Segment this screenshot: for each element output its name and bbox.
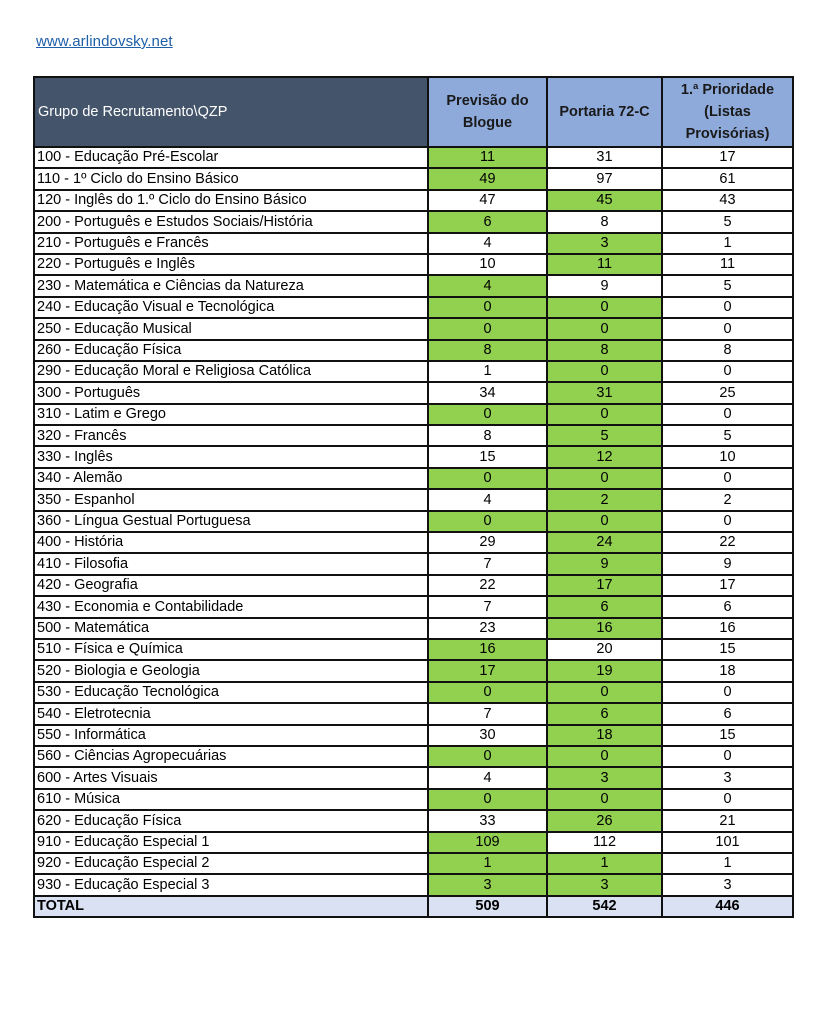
table-row [34,832,793,853]
value-prioridade: 0 [662,361,793,382]
value-portaria: 0 [547,746,662,767]
value-previsao: 0 [428,404,547,425]
value-previsao: 4 [428,275,547,296]
value-prioridade: 17 [662,147,793,168]
group-name: 200 - Português e Estudos Sociais/História [34,211,428,232]
value-prioridade: 0 [662,297,793,318]
value-portaria: 18 [547,725,662,746]
value-previsao: 7 [428,703,547,724]
value-prioridade: 5 [662,211,793,232]
value-portaria: 9 [547,275,662,296]
value-previsao: 4 [428,489,547,510]
group-name: 400 - História [34,532,428,553]
total-label: TOTAL [34,896,428,917]
value-prioridade: 0 [662,746,793,767]
value-previsao: 15 [428,446,547,467]
value-previsao: 0 [428,746,547,767]
group-name: 530 - Educação Tecnológica [34,682,428,703]
value-prioridade: 10 [662,446,793,467]
value-prioridade: 6 [662,703,793,724]
value-previsao: 49 [428,168,547,189]
value-prioridade: 0 [662,404,793,425]
value-portaria: 112 [547,832,662,853]
value-prioridade: 16 [662,618,793,639]
value-prioridade: 15 [662,639,793,660]
group-name: 520 - Biologia e Geologia [34,660,428,681]
value-portaria: 3 [547,233,662,254]
value-portaria: 26 [547,810,662,831]
value-portaria: 0 [547,297,662,318]
value-previsao: 0 [428,789,547,810]
value-previsao: 22 [428,575,547,596]
group-name: 610 - Música [34,789,428,810]
value-previsao: 0 [428,682,547,703]
value-portaria: 8 [547,211,662,232]
value-portaria: 0 [547,789,662,810]
header-prioridade: 1.ª Prioridade (Listas Provisórias) [662,77,793,147]
group-name: 100 - Educação Pré-Escolar [34,147,428,168]
group-name: 910 - Educação Especial 1 [34,832,428,853]
value-previsao: 47 [428,190,547,211]
value-previsao: 4 [428,233,547,254]
value-previsao: 8 [428,425,547,446]
table-row [34,746,793,767]
header-portaria: Portaria 72-C [547,77,662,147]
table-row [34,361,793,382]
table-row [34,297,793,318]
table-row [34,874,793,895]
group-name: 410 - Filosofia [34,553,428,574]
table-row [34,639,793,660]
table-row [34,489,793,510]
value-previsao: 1 [428,361,547,382]
group-name: 930 - Educação Especial 3 [34,874,428,895]
group-name: 250 - Educação Musical [34,318,428,339]
site-link[interactable]: www.arlindovsky.net [36,33,173,50]
value-portaria: 31 [547,382,662,403]
value-previsao: 30 [428,725,547,746]
value-portaria: 17 [547,575,662,596]
value-portaria: 6 [547,703,662,724]
group-name: 510 - Física e Química [34,639,428,660]
value-prioridade: 61 [662,168,793,189]
value-portaria: 5 [547,425,662,446]
table-row [34,725,793,746]
value-prioridade: 0 [662,682,793,703]
value-previsao: 1 [428,853,547,874]
table-row [34,853,793,874]
group-name: 310 - Latim e Grego [34,404,428,425]
table-row [34,703,793,724]
value-previsao: 4 [428,767,547,788]
value-previsao: 0 [428,297,547,318]
table-row [34,233,793,254]
table-row [34,147,793,168]
value-prioridade: 0 [662,789,793,810]
value-portaria: 8 [547,340,662,361]
value-previsao: 6 [428,211,547,232]
group-name: 320 - Francês [34,425,428,446]
table-row [34,254,793,275]
value-previsao: 11 [428,147,547,168]
value-prioridade: 0 [662,511,793,532]
table-row [34,404,793,425]
table-row [34,682,793,703]
value-portaria: 45 [547,190,662,211]
value-prioridade: 18 [662,660,793,681]
group-name: 240 - Educação Visual e Tecnológica [34,297,428,318]
value-prioridade: 6 [662,596,793,617]
value-prioridade: 0 [662,318,793,339]
value-portaria: 19 [547,660,662,681]
table-row [34,810,793,831]
table-row [34,168,793,189]
value-prioridade: 9 [662,553,793,574]
recruitment-table [33,76,794,918]
value-portaria: 9 [547,553,662,574]
value-portaria: 97 [547,168,662,189]
group-name: 600 - Artes Visuais [34,767,428,788]
value-prioridade: 21 [662,810,793,831]
value-prioridade: 22 [662,532,793,553]
value-portaria: 3 [547,767,662,788]
table-row [34,618,793,639]
value-previsao: 10 [428,254,547,275]
value-prioridade: 25 [662,382,793,403]
group-name: 110 - 1º Ciclo do Ensino Básico [34,168,428,189]
total-value-portaria: 542 [547,896,662,917]
value-portaria: 0 [547,318,662,339]
total-value-prioridade: 446 [662,896,793,917]
value-portaria: 1 [547,853,662,874]
value-prioridade: 1 [662,853,793,874]
group-name: 210 - Português e Francês [34,233,428,254]
value-previsao: 0 [428,318,547,339]
table-row [34,340,793,361]
value-portaria: 0 [547,404,662,425]
group-name: 550 - Informática [34,725,428,746]
total-row [34,896,793,917]
table-row [34,575,793,596]
value-portaria: 3 [547,874,662,895]
group-name: 500 - Matemática [34,618,428,639]
value-previsao: 8 [428,340,547,361]
value-portaria: 16 [547,618,662,639]
value-portaria: 20 [547,639,662,660]
value-previsao: 7 [428,596,547,617]
value-prioridade: 3 [662,874,793,895]
value-prioridade: 5 [662,425,793,446]
value-previsao: 3 [428,874,547,895]
value-portaria: 11 [547,254,662,275]
value-prioridade: 17 [662,575,793,596]
value-previsao: 29 [428,532,547,553]
value-prioridade: 8 [662,340,793,361]
value-portaria: 2 [547,489,662,510]
group-name: 220 - Português e Inglês [34,254,428,275]
value-previsao: 34 [428,382,547,403]
group-name: 120 - Inglês do 1.º Ciclo do Ensino Básico [34,190,428,211]
group-name: 620 - Educação Física [34,810,428,831]
value-portaria: 0 [547,361,662,382]
value-previsao: 109 [428,832,547,853]
value-previsao: 17 [428,660,547,681]
table-row [34,511,793,532]
table-row [34,318,793,339]
group-name: 330 - Inglês [34,446,428,467]
value-portaria: 31 [547,147,662,168]
header-row [34,77,793,147]
table-row [34,532,793,553]
value-prioridade: 15 [662,725,793,746]
value-portaria: 12 [547,446,662,467]
value-prioridade: 11 [662,254,793,275]
value-previsao: 0 [428,511,547,532]
group-name: 560 - Ciências Agropecuárias [34,746,428,767]
value-previsao: 23 [428,618,547,639]
total-value-previsao: 509 [428,896,547,917]
header-previsao-blogue: Previsão do Blogue [428,77,547,147]
value-portaria: 24 [547,532,662,553]
group-name: 350 - Espanhol [34,489,428,510]
table-row [34,468,793,489]
value-previsao: 33 [428,810,547,831]
group-name: 230 - Matemática e Ciências da Natureza [34,275,428,296]
table-row [34,425,793,446]
group-name: 420 - Geografia [34,575,428,596]
value-prioridade: 3 [662,767,793,788]
value-prioridade: 101 [662,832,793,853]
table-row [34,660,793,681]
value-prioridade: 2 [662,489,793,510]
value-prioridade: 5 [662,275,793,296]
table-row [34,789,793,810]
table-row [34,382,793,403]
group-name: 340 - Alemão [34,468,428,489]
table-row [34,446,793,467]
table-row [34,190,793,211]
value-portaria: 0 [547,511,662,532]
value-portaria: 6 [547,596,662,617]
group-name: 260 - Educação Física [34,340,428,361]
value-previsao: 16 [428,639,547,660]
group-name: 540 - Eletrotecnia [34,703,428,724]
group-name: 920 - Educação Especial 2 [34,853,428,874]
value-prioridade: 43 [662,190,793,211]
value-portaria: 0 [547,468,662,489]
table-row [34,211,793,232]
table-row [34,767,793,788]
value-prioridade: 0 [662,468,793,489]
header-group: Grupo de Recrutamento\QZP [34,77,428,147]
table-row [34,553,793,574]
group-name: 430 - Economia e Contabilidade [34,596,428,617]
value-previsao: 0 [428,468,547,489]
table-row [34,275,793,296]
value-portaria: 0 [547,682,662,703]
group-name: 360 - Língua Gestual Portuguesa [34,511,428,532]
value-prioridade: 1 [662,233,793,254]
group-name: 290 - Educação Moral e Religiosa Católica [34,361,428,382]
value-previsao: 7 [428,553,547,574]
table-row [34,596,793,617]
group-name: 300 - Português [34,382,428,403]
